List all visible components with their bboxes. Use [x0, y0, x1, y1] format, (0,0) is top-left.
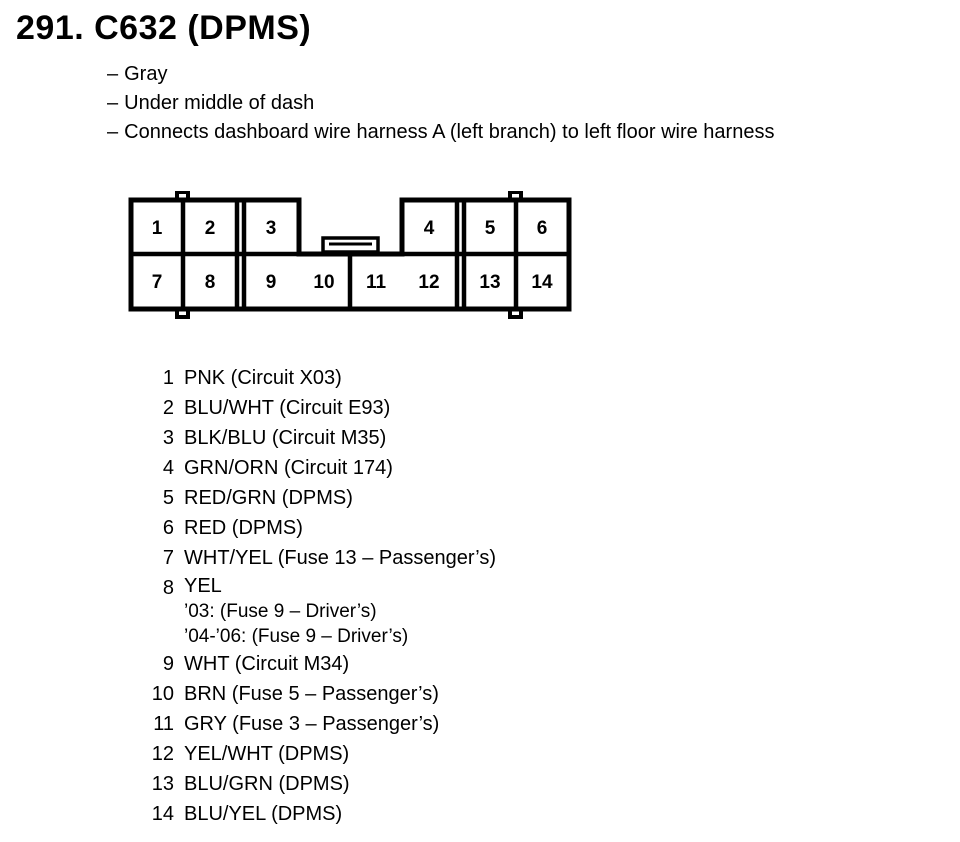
cavity-9-label: 9 [265, 272, 277, 293]
pin-row-4 [140, 453, 496, 483]
pin-row-2 [140, 393, 496, 423]
pin-description: RED/GRN (DPMS) [184, 487, 353, 509]
pin-number: 14 [151, 803, 174, 825]
pin-number: 11 [153, 713, 174, 735]
pin-sub-description: ’03: (Fuse 9 – Driver’s) [184, 601, 377, 622]
note-text: Gray [124, 63, 168, 85]
pin-number: 4 [162, 457, 174, 479]
pin-description: GRN/ORN (Circuit 174) [184, 457, 393, 479]
pin-number: 9 [162, 653, 174, 675]
pin-row-11 [140, 709, 496, 739]
pin-description: RED (DPMS) [184, 517, 303, 539]
pin-description: YEL/WHT (DPMS) [184, 743, 350, 765]
note-text: Under middle of dash [124, 92, 315, 114]
note-dash: – [107, 92, 119, 114]
cavity-4-label: 4 [423, 218, 435, 239]
cavity-5-label: 5 [484, 218, 496, 239]
cavity-7-label: 7 [151, 272, 163, 293]
pin-number: 2 [162, 397, 174, 419]
pinout-list [140, 363, 496, 829]
pin-description: BRN (Fuse 5 – Passenger’s) [184, 683, 439, 705]
pin-number: 12 [151, 743, 174, 765]
pin-number: 6 [162, 517, 174, 539]
pin-number: 7 [162, 547, 174, 569]
cavity-8-label: 8 [204, 272, 216, 293]
pin-row-1 [140, 363, 496, 393]
note-dash: – [107, 63, 119, 85]
pin-sub-description: ’04-’06: (Fuse 9 – Driver’s) [184, 626, 409, 647]
pin-description: PNK (Circuit X03) [184, 367, 342, 389]
pin-number: 13 [151, 773, 174, 795]
pin-number: 8 [162, 577, 174, 599]
cavity-11-label: 11 [365, 272, 387, 293]
pin-row-7 [140, 543, 496, 573]
pin-row-12 [140, 739, 496, 769]
pin-row-5 [140, 483, 496, 513]
cavity-2-label: 2 [204, 218, 216, 239]
pin-description: BLU/YEL (DPMS) [184, 803, 343, 825]
pin-row-9 [140, 649, 496, 679]
pin-description: BLK/BLU (Circuit M35) [184, 427, 387, 449]
pin-description: BLU/GRN (DPMS) [184, 773, 350, 795]
cavity-13-label: 13 [479, 272, 501, 293]
pin-number: 1 [162, 367, 174, 389]
pin-row-14 [140, 799, 496, 829]
pin-description: WHT (Circuit M34) [184, 653, 350, 675]
cavity-10-label: 10 [313, 272, 335, 293]
cavity-12-label: 12 [418, 272, 440, 293]
pin-number: 10 [151, 683, 174, 705]
pin-row-3 [140, 423, 496, 453]
pin-number: 3 [162, 427, 174, 449]
pin-row-13 [140, 769, 496, 799]
pin-number: 5 [162, 487, 174, 509]
pin-row-6 [140, 513, 496, 543]
cavity-14-label: 14 [531, 272, 553, 293]
cavity-6-label: 6 [536, 218, 548, 239]
pin-description: BLU/WHT (Circuit E93) [184, 397, 391, 419]
pin-description-group [184, 573, 408, 649]
cavity-3-label: 3 [265, 218, 277, 239]
pin-description: GRY (Fuse 3 – Passenger’s) [184, 713, 440, 735]
note-dash: – [107, 121, 119, 143]
pin-row-8 [140, 573, 496, 649]
pin-description: WHT/YEL (Fuse 13 – Passenger’s) [184, 547, 496, 569]
page-title: 291. C632 (DPMS) [16, 9, 312, 47]
pin-row-10 [140, 679, 496, 709]
pin-description: YEL [184, 575, 222, 597]
note-text: Connects dashboard wire harness A (left branch) to left floor wire harness [124, 121, 775, 143]
cavity-1-label: 1 [151, 218, 163, 239]
